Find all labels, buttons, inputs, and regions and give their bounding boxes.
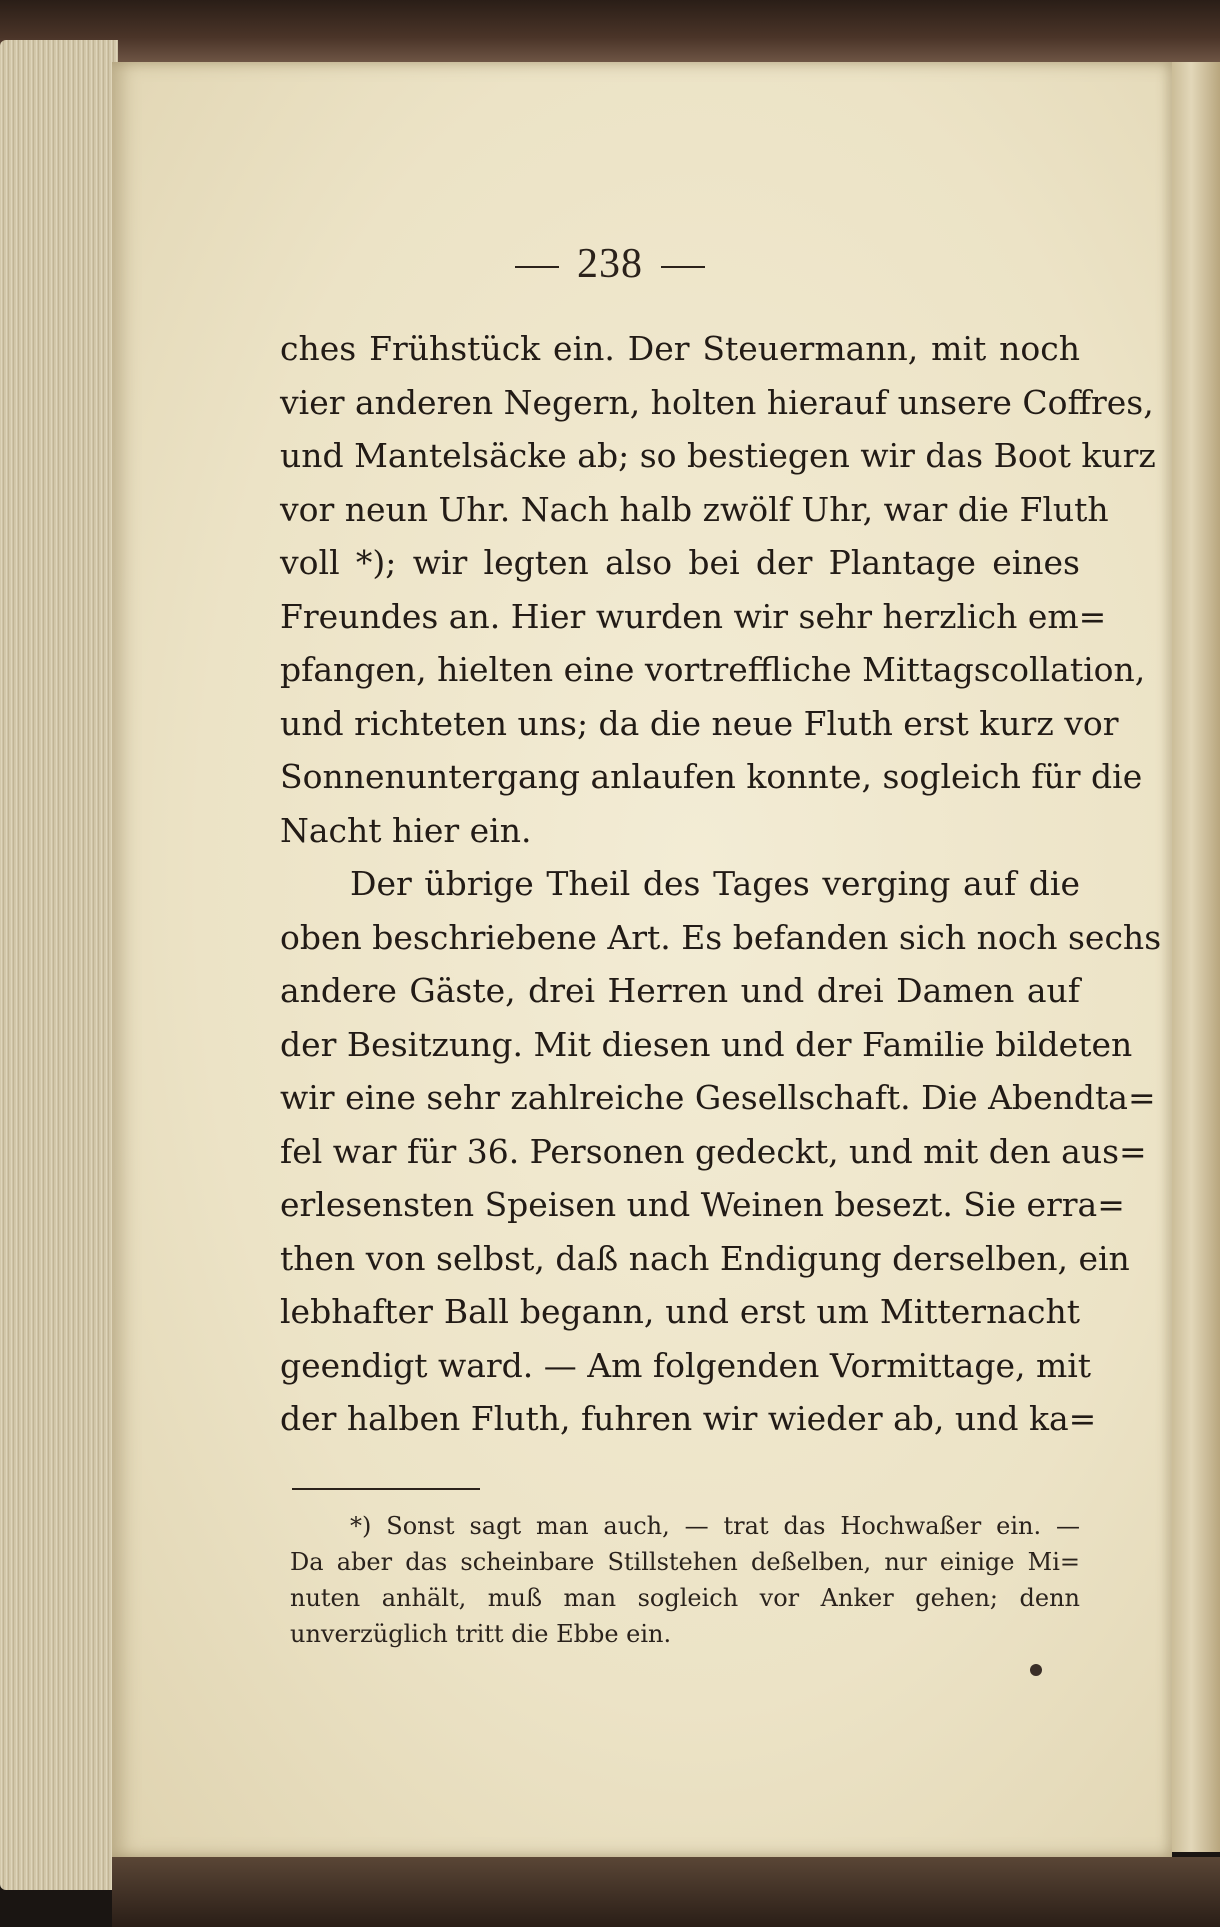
text-line: Sonnenuntergang anlaufen konnte, sogleich für die — [280, 757, 1143, 796]
text-line: der Besitzung. Mit diesen und der Familie bildeten — [280, 1024, 1133, 1064]
footnote-rule — [292, 1488, 480, 1490]
text-line: ches Frühstück ein. Der Steuermann, mit noch — [280, 329, 1080, 368]
text-line: Der übrige Theil des Tages verging auf die — [350, 864, 1080, 903]
footnote — [290, 1508, 1080, 1652]
book-page-edges-right — [1172, 62, 1220, 1852]
text-line: Nacht hier ein. — [280, 810, 532, 850]
body-text — [280, 322, 1162, 1446]
book-page-edges-left — [0, 40, 118, 1890]
text-line: und richteten uns; da die neue Fluth erst kurz vor — [280, 703, 1119, 743]
footnote-line: nuten anhält, muß man sogleich vor Anker gehen; denn — [290, 1584, 1080, 1612]
text-line: vier anderen Negern, holten hierauf unsere Coffres, — [280, 382, 1154, 422]
text-line: vor neun Uhr. Nach halb zwölf Uhr, war die Fluth — [280, 489, 1109, 529]
text-line: pfangen, hielten eine vortreffliche Mittagscollation, — [280, 650, 1146, 689]
text-line: geendigt ward. — Am folgenden Vormittage, mit — [280, 1345, 1092, 1385]
footnote-line: *) Sonst sagt man auch, — trat das Hochwaßer ein. — — [350, 1512, 1080, 1540]
text-line: oben beschriebene Art. Es befanden sich noch sechs — [280, 917, 1162, 957]
text-line: und Mantelsäcke ab; so bestiegen wir das Boot kurz — [280, 436, 1156, 475]
footnote-line: Da aber das scheinbare Stillstehen deßelben, nur einige Mi= — [290, 1548, 1080, 1576]
text-line: andere Gäste, drei Herren und drei Damen auf — [280, 971, 1080, 1010]
page-number — [0, 240, 1220, 288]
page-number-dash-right — [661, 266, 705, 268]
page-number-value: 238 — [577, 241, 643, 287]
book-cover-top — [0, 0, 1220, 62]
page-number-dash-left — [515, 266, 559, 268]
text-line: Freundes an. Hier wurden wir sehr herzlich em= — [280, 596, 1107, 636]
text-line: lebhafter Ball begann, und erst um Mitternacht — [280, 1292, 1080, 1331]
text-line: wir eine sehr zahlreiche Gesellschaft. Die Abendta= — [280, 1078, 1156, 1117]
ink-spot — [1030, 1664, 1042, 1676]
text-line: erlesensten Speisen und Weinen besezt. Sie erra= — [280, 1185, 1125, 1224]
footnote-line: unverzüglich tritt die Ebbe ein. — [290, 1620, 672, 1648]
text-line: voll *); wir legten also bei der Plantage eines — [280, 543, 1080, 582]
book-bottom-shadow — [112, 1857, 1220, 1927]
text-line: der halben Fluth, fuhren wir wieder ab, und ka= — [280, 1399, 1097, 1438]
text-line: then von selbst, daß nach Endigung derselben, ein — [280, 1238, 1130, 1278]
text-line: fel war für 36. Personen gedeckt, und mit den aus= — [280, 1131, 1147, 1171]
